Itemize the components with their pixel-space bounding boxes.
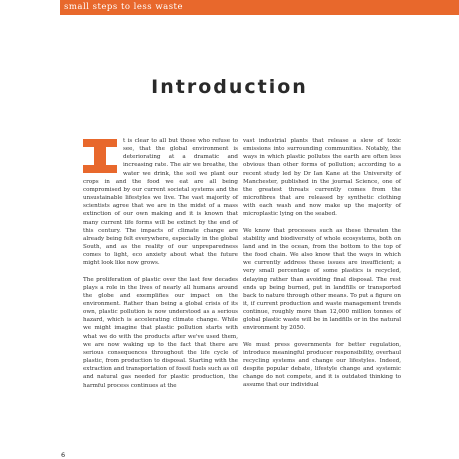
page-title: Introduction (151, 76, 308, 98)
dropcap-i-icon (83, 139, 117, 173)
running-head: small steps to less waste (64, 2, 184, 12)
right-paragraph-3: We must press governments for better regulation, introduce meaningful producer responsibility, overhaul recycling systems and change our lifestyles. Indeed, despite popular debate, lifestyle change and systemic change do not compete, and it is outdated thinking to assume that our individual (243, 341, 401, 389)
page-number: 6 (61, 451, 66, 459)
right-column (243, 137, 401, 398)
left-paragraph-2: The proliferation of plastic over the last few decades plays a role in the lives of nearly all humans around the globe and exemplifies our impact on the environment. Rather than being a global crisis of its own, plastic pollution is now understood as a serious hazard, which is accelerating climate change. While we might imagine that plastic pollution starts with what we do with the products after we've used them, we are now waking up to the fact that there are serious consequences throughout the life cycle of plastic, from production to disposal. Starting with the extraction and transportation of fossil fuels such as oil and natural gas needed for plastic production, the harmful process continues at the (83, 276, 238, 389)
left-paragraph-1-text: t is clear to all but those who refuse to see, that the global environment is deteriorating at a dramatic and increasing rate. The air we breathe, the water we drink, the soil we plant our crops in and the food we eat are all being compromised by our current societal systems and the unsustainable lifestyles we live. The vast majority of scientists agree that we are in the midst of a mass extinction of our own making and it is known that many current life forms will be extinct by the end of this century. The impacts of climate change are already being felt everywhere, especially in the global South, and as the reality of our unpreparedness comes to light, eco anxiety about what the future might look like now grows. (83, 138, 238, 267)
left-paragraph-1 (83, 137, 238, 268)
right-paragraph-2: We know that processes such as these threaten the stability and biodiversity of whole ecosystems, both on land and in the ocean, from the bottom to the top of the food chain. We also know that the ways in which we currently address these issues are insufficient; a very small percentage of some plastics is recycled, delaying rather than avoiding final disposal. The rest ends up being burned, put in landfills or transported back to nature through other means. To put a figure on it, if current production and waste management trends continue, roughly more than 12,000 million tonnes of global plastic waste will be in landfills or in the natural environment by 2050. (243, 227, 401, 332)
right-paragraph-1: vast industrial plants that release a slew of toxic emissions into surrounding communities. Notably, the ways in which plastic pollutes the earth are often less obvious than other forms of pollution; according to a recent study led by Dr Ian Kane at the University of Manchester, published in the journal Science, one of the greatest threats currently comes from the microfibres that are released by synthetic clothing with each wash and now make up the majority of microplastic lying on the seabed. (243, 138, 401, 218)
left-column (83, 137, 238, 398)
